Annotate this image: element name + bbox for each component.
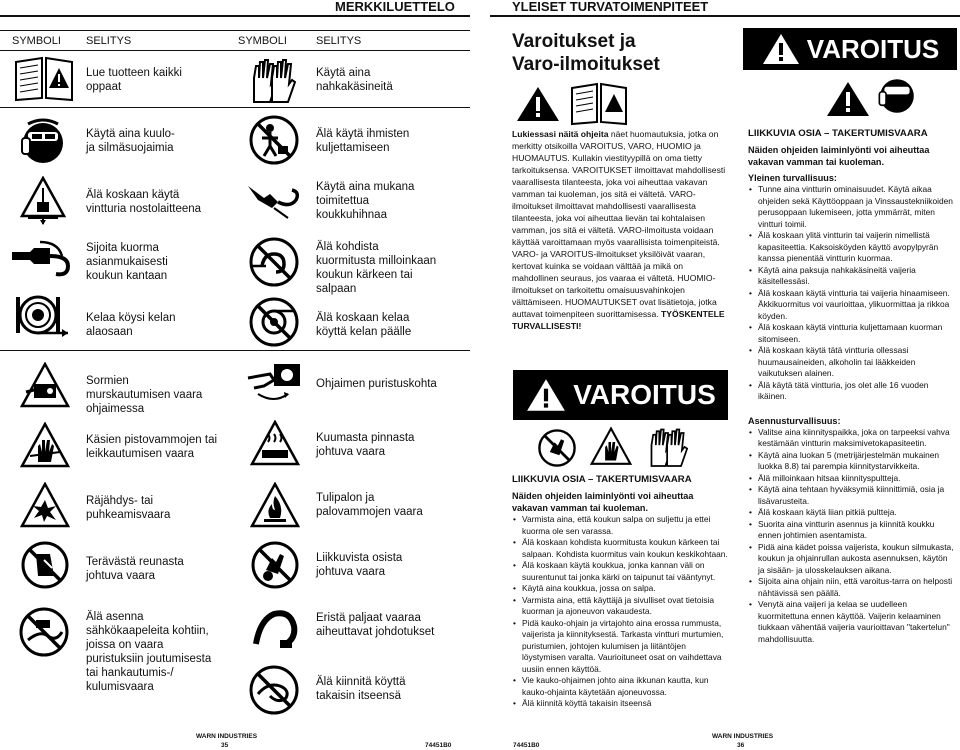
- left-item-7-text: Käsien pistovammojen tai leikkautumisen vaara: [86, 434, 218, 460]
- warning-banner-top-label: VAROITUS: [806, 33, 940, 64]
- right-page-title: YLEISET TURVATOIMENPITEET: [512, 0, 709, 14]
- right-item-2-text: Älä käytä ihmisten kuljettamiseen: [316, 128, 410, 154]
- left-page-title: MERKKILUETTELO: [335, 0, 455, 14]
- right-item-7-text: Kuumasta pinnasta johtuva vaara: [316, 432, 415, 458]
- hook-base-icon: [10, 238, 74, 278]
- warning-banner-mid: [513, 370, 728, 420]
- left-item-9-text: Terävästä reunasta johtuva vaara: [86, 556, 184, 582]
- left-item-3-text: Älä koskaan käytä vintturia nostolaitteena: [86, 189, 202, 215]
- gloves-icon: [648, 424, 688, 468]
- hook-strap-icon: [244, 178, 304, 222]
- list-item: • Älä koskaan käytä liian pitkiä pultteja.: [748, 507, 956, 519]
- warning-banner-top: [743, 28, 957, 70]
- footer-left-page: 35: [221, 742, 229, 749]
- list-item: • Valitse aina kiinnityspaikka, joka on tarpeeksi vahva kestämään vintturin maksimivetokapasiteetin.: [748, 427, 956, 450]
- warning-triangle-icon: [525, 377, 567, 413]
- left-item-4-text: Sijoita kuorma asianmukaisesti koukun kantaan: [86, 242, 168, 282]
- right-item-5-text: Älä koskaan kelaa köyttä kelan päälle: [316, 312, 412, 338]
- left-header-rule-top: [0, 30, 470, 31]
- no-cable-chafe-icon: [18, 606, 70, 658]
- general-safety-list: [748, 184, 956, 403]
- block1-heading: LIIKKUVIA OSIA – TAKERTUMISVAARA: [512, 474, 692, 485]
- list-item: • Pidä aina kädet poissa vaijerista, koukun silmukasta, koukun ja ohjainrullan aukosta asennuksen, käytön ja sisään- ja ulosskelauksen aikana.: [748, 542, 956, 577]
- warnings-title: [512, 30, 660, 76]
- list-item: • Älä koskaan käytä koukkua, jonka kannan väli on suurentunut tai jonka kärki on taipunut tai vääntynyt.: [512, 560, 730, 583]
- drum-under-wind-icon: [14, 293, 70, 337]
- general-safety-heading: Yleinen turvallisuus:: [748, 173, 837, 183]
- warnings-title-line1: Varoitukset ja: [512, 31, 636, 52]
- right-item-6-text: Ohjaimen puristuskohta: [316, 378, 437, 390]
- moving-parts-icon: [537, 428, 577, 468]
- install-safety-list: [748, 427, 956, 646]
- warning-triangle-icon: [825, 80, 871, 118]
- list-item: • Käytä aina paksuja nahkakäsineitä vaijeria käsitellessäsi.: [748, 265, 956, 288]
- manual-book-icon: [568, 82, 630, 126]
- no-tip-load-icon: [248, 236, 300, 288]
- left-row2-rule: [0, 350, 470, 351]
- warnings-title-line2: Varo-ilmoitukset: [512, 54, 660, 75]
- explosion-icon: [20, 482, 70, 530]
- fire-icon: [250, 482, 300, 530]
- left-header-rule-bottom: [0, 50, 470, 51]
- list-item: • Käytä aina tehtaan hyväksymiä kiinnittimiä, osia ja lisävarusteita.: [748, 484, 956, 507]
- no-over-wind-icon: [248, 296, 300, 348]
- left-item-2-text: Käytä aina kuulo- ja silmäsuojaimia: [86, 128, 175, 154]
- left-row1-rule: [0, 107, 470, 108]
- block1: [512, 474, 730, 710]
- no-hoisting-icon: [20, 176, 66, 226]
- sharp-edge-icon: [20, 540, 70, 590]
- list-item: • Älä milloinkaan hitsaa kiinnityspultteja.: [748, 473, 956, 485]
- right-item-4-text: Älä kohdista kuormitusta milloinkaan koukun kärkeen tai salpaan: [316, 241, 437, 295]
- header-explanation-left: SELITYS: [86, 35, 132, 47]
- footer-left-doc: 74451B0: [425, 742, 452, 749]
- left-title-rule: [0, 15, 470, 17]
- list-item: • Älä koskaan ylitä vintturin tai vaijerin nimellistä kapasiteettia. Kaksoisköyden käyttö avopylpyrän kanssa pienentää vintturin kuormaa.: [748, 230, 956, 265]
- block2-subheading: Näiden ohjeiden laiminlyönti voi aiheuttaa vakavan vamman tai kuoleman.: [748, 145, 930, 167]
- list-item: • Älä koskaan kohdista kuormitusta koukun kärkeen tai salpaan. Kohdista kuormitus vain koukun keskikohtaan.: [512, 537, 730, 560]
- left-item-6-text: Sormien murskautumisen vaara ohjaimessa: [86, 375, 203, 415]
- manual-book-icon: [12, 56, 76, 102]
- right-title-rule: [490, 15, 960, 17]
- list-item: • Käytä aina luokan 5 (metrijärjestelmän mukainen luokka 8.8) tai parempia kiinnitystarvikkeita.: [748, 450, 956, 473]
- list-item: • Sijoita aina ohjain niin, että varoitus-tarra on helposti nähtävissä sen päällä.: [748, 576, 956, 599]
- gloves-icon: [250, 54, 296, 104]
- right-item-11-text: Älä kiinnitä köyttä takaisin itseensä: [316, 676, 406, 702]
- install-safety-heading: Asennusturvallisuus:: [748, 415, 841, 426]
- list-item: • Pidä kauko-ohjain ja virtajohto aina erossa rummusta, vaijerista ja kiinnityksestä. Tarkasta vintturi murtumien, puristumien, johtojen kulumisen ja liitäntöjen löystymisen varalta. Vaurioituneet osat on vaihdettava uusiin ennen käyttöä.: [512, 618, 730, 676]
- block1-subheading: Näiden ohjeiden laiminlyönti voi aiheuttaa vakavan vamman tai kuoleman.: [512, 491, 694, 513]
- header-explanation-right: SELITYS: [316, 35, 362, 47]
- list-item: • Vie kauko-ohjaimen johto aina ikkunan kautta, kun kauko-ohjainta käytetään ajoneuvossa.: [512, 675, 730, 698]
- warning-triangle-icon: [515, 85, 561, 123]
- list-item: • Käytä aina koukkua, jossa on salpa.: [512, 583, 730, 595]
- footer-left-brand: WARN INDUSTRIES: [196, 733, 258, 740]
- list-item: • Älä koskaan käytä vintturia kuljettamaan kuorman sitomiseen.: [748, 322, 956, 345]
- right-item-3-text: Käytä aina mukana toimitettua koukkuhihnaa: [316, 181, 415, 221]
- hot-surface-icon: [250, 420, 300, 468]
- intro-lead: Lukiessasi näitä ohjeita: [512, 129, 609, 139]
- left-item-8-text: Räjähdys- tai puhkeamisvaara: [86, 495, 171, 521]
- insulate-wires-icon: [250, 604, 300, 652]
- header-symbol-left: SYMBOLI: [12, 35, 61, 47]
- right-item-1-text: Käytä aina nahkakäsineitä: [316, 67, 393, 93]
- moving-parts-icon: [250, 540, 300, 590]
- intro-paragraph: [512, 128, 730, 332]
- left-item-10-text: Älä asenna sähkökaapeleita kohtiin, joissa on vaara puristuksiin joutumisesta tai hankautumis-/ kulumisvaara: [86, 611, 212, 693]
- intro-tail: TYÖSKENTELE TURVALLISESTI!: [512, 309, 725, 331]
- warning-banner-mid-label: VAROITUS: [573, 379, 716, 410]
- footer-right-brand: WARN INDUSTRIES: [712, 733, 774, 740]
- ear-eye-protection-icon: [876, 74, 918, 118]
- intro-body: näet huomautuksia, jotka on merkitty otsikoilla VAROITUS, VARO, HUOMIO ja HUOMAUTUS. Kullakin viestityypillä on oma tietty tarkoituksensa. VAROITUKSET ilmoittavat mahdollisesti vaarallisesta tilanteesta, joka voi aiheuttaa vakavan vamman tai kuoleman, jos sitä ei vältetä. VARO-ilmoitukset ilmoittavat mahdollisesti vaarallisesta tilanteesta, joka voi aiheuttaa lievän tai kohtalaisen vamman, jos sitä ei vältetä. VARO-ilmoitusta voidaan käyttää varoittamaan myös vaarallisista toimenpiteistä. VARO- ja VAROITUS-ilmoitukset yksilöivät vaaran, kertovat kuinka se voidaan välttää ja mikä on mahdollinen seuraus, jos vaaraa ei vältetä. HUOMIO-ilmoitukset on tarkoitettu omaisuusvahinkojen välttämiseen. HUOMAUTUKSET ovat lisätietoja, jotka auttavat toimenpiteen suorittamisessa.: [512, 129, 726, 319]
- fairlead-pinch-icon: [20, 362, 70, 410]
- list-item: • Älä kiinnitä köyttä takaisin itseensä: [512, 698, 730, 710]
- block1-list: [512, 514, 730, 710]
- ear-eye-protection-icon: [18, 118, 68, 168]
- no-riders-icon: [248, 114, 300, 166]
- list-item: • Älä käytä tätä vintturia, jos olet alle 16 vuoden ikäinen.: [748, 380, 956, 403]
- block2-heading: LIIKKUVIA OSIA – TAKERTUMISVAARA: [748, 128, 928, 139]
- right-item-9-text: Liikkuvista osista johtuva vaara: [316, 552, 403, 578]
- list-item: • Älä koskaan käytä vintturia tai vaijeria hinaamiseen. Äkkikuormitus voi vaurioittaa, ylikuormittaa ja rikkoa köyden.: [748, 288, 956, 323]
- footer-right-doc: 74451B0: [513, 742, 540, 749]
- block2: [748, 128, 956, 645]
- hand-cut-icon: [20, 422, 70, 470]
- list-item: • Venytä aina vaijeri ja kelaa se uudelleen kuormitettuna ennen käyttöä. Vaijerin kelaaminen tiukkaan vähentää vaijeria vaurioittavan "takertelun" mahdollisuutta.: [748, 599, 956, 645]
- list-item: • Suorita aina vintturin asennus ja kiinnitä koukku ennen johtimien asentamista.: [748, 519, 956, 542]
- list-item: • Varmista aina, että koukun salpa on suljettu ja ettei kuorma ole sen varassa.: [512, 514, 730, 537]
- hand-cut-icon: [590, 426, 632, 468]
- right-item-10-text: Eristä paljaat vaaraa aiheuttavat johdotukset: [316, 612, 435, 638]
- left-item-1-text: Lue tuotteen kaikki oppaat: [86, 67, 182, 93]
- guide-pinch-icon: [244, 358, 304, 408]
- left-item-5-text: Kelaa köysi kelan alaosaan: [86, 312, 176, 338]
- list-item: • Tunne aina vintturin ominaisuudet. Käytä aikaa ohjeiden sekä Käyttöoppaan ja Vinssaustekniikoiden perusoppaan lukemiseen, jotta ymmärrät, miten vintturi toimii.: [748, 184, 956, 230]
- right-item-8-text: Tulipalon ja palovammojen vaara: [316, 492, 423, 518]
- list-item: • Älä koskaan käytä tätä vintturia ollessasi huumausaineiden, alkoholin tai lääkkeiden vaikutuksen alainen.: [748, 345, 956, 380]
- no-rope-attach-icon: [248, 664, 300, 716]
- warning-triangle-icon: [761, 32, 801, 66]
- list-item: • Varmista aina, että käyttäjä ja sivulliset ovat tietoisia kuorman ja ajoneuvon vakaudesta.: [512, 595, 730, 618]
- footer-right-page: 36: [737, 742, 745, 749]
- header-symbol-right: SYMBOLI: [238, 35, 287, 47]
